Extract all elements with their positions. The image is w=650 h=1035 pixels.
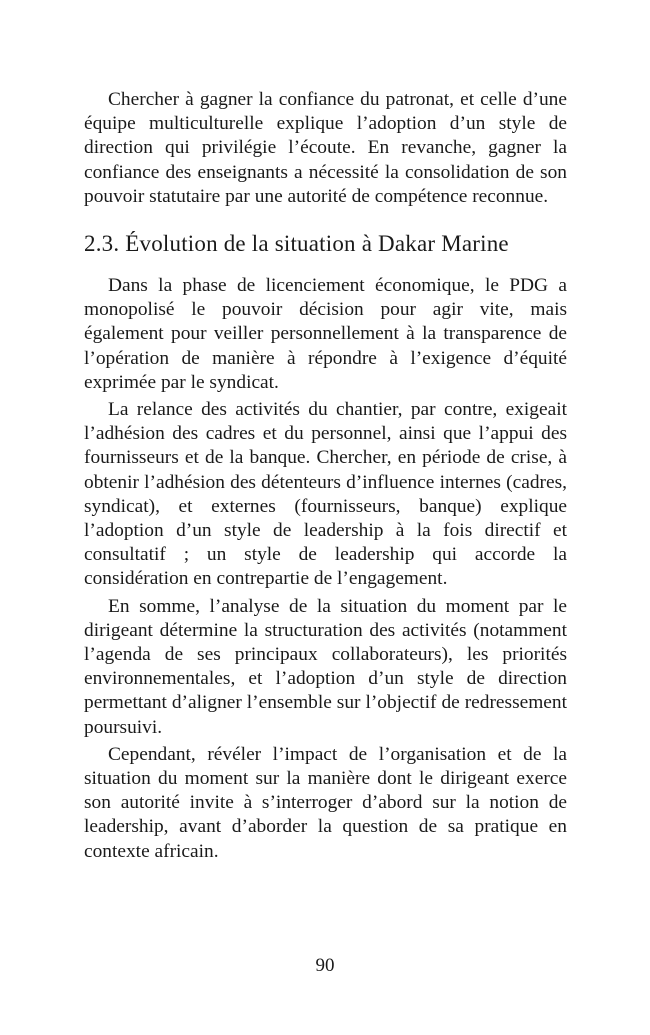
section-heading: 2.3. Évolution de la situation à Dakar Marine	[84, 231, 509, 257]
paragraph-en-somme: En somme, l’analyse de la situation du moment par le dirigeant détermine la structuration des activités (notamment l’agenda de ses principaux collaborateurs), les priorités environnementales, et l’adoption d’un style de direction permettant d’aligner l’ensemble sur l’objectif de redressement poursuivi.	[84, 595, 567, 738]
page-number: 90	[315, 955, 335, 976]
paragraph-cependant: Cependant, révéler l’impact de l’organisation et de la situation du moment sur la manière dont le dirigeant exerce son autorité invite à s’interroger d’abord sur la notion de leadership, avant d’aborder la question de sa pratique en contexte africain.	[84, 743, 567, 862]
paragraph-relance: La relance des activités du chantier, par contre, exigeait l’adhésion des cadres et du personnel, ainsi que l’appui des fournisseurs et de la banque. Chercher, en période de crise, à obtenir l’adhésion des détenteurs d’influence internes (cadres, syndicat), et externes (fournisseurs, banque) explique l’adoption d’un style de leadership à la fois directif et consultatif ; un style de leadership qui accorde la considération en contrepartie de l’engagement.	[84, 399, 567, 590]
document-page	[84, 88, 567, 864]
paragraph-licenciement: Dans la phase de licenciement économique, le PDG a monopolisé le pouvoir décision pour agir vite, mais également pour veiller personnellement à la transparence de l’opération de manière à répondre à l’exigence d’équité exprimée par le syndicat.	[84, 275, 567, 393]
paragraph-intro: Chercher à gagner la confiance du patronat, et celle d’une équipe multiculturelle explique l’adoption d’un style de direction qui privilégie l’écoute. En revanche, gagner la confiance des enseignants a nécessité la consolidation de son pouvoir statutaire par une autorité de compétence reconnue.	[84, 89, 567, 207]
